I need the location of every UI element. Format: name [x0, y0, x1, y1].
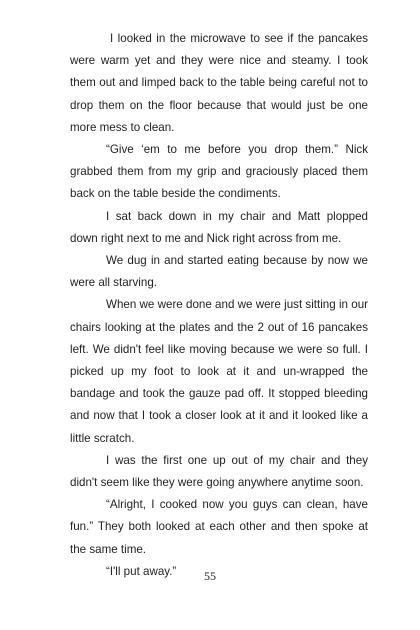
paragraph: I looked in the microwave to see if the pancakes were warm yet and they were nice and steamy. I took them out and limped back to the table being careful not to drop them on the floor because that would just be one more mess to clean. [70, 32, 368, 134]
paragraph: “Give ‘em to me before you drop them.” Nick grabbed them from my grip and graciously placed them back on the table beside the condiments. [70, 143, 368, 201]
paragraph: We dug in and started eating because by now we were all starving. [70, 254, 368, 290]
paragraph: I was the first one up out of my chair and they didn't seem like they were going anywhere anytime soon. [70, 453, 368, 490]
paragraph: I sat back down in my chair and Matt plopped down right next to me and Nick right across from me. [70, 209, 368, 245]
page-number: 55 [204, 569, 216, 583]
paragraph: “I'll put away.” [106, 564, 177, 578]
paragraph: When we were done and we were just sitting in our chairs looking at the plates and the 2 out of 16 pancakes left. We didn't feel like moving because we were so full. I picked up my foot to look at it and un-wrapped the bandage and took the gauze pad off. It stopped bleeding and now that I took a closer look at it and it looked like a little scratch. [70, 298, 368, 445]
paragraph: “Alright, I cooked now you guys can clean, have fun.” They both looked at each other and then spoke at the same time. [70, 498, 368, 556]
page-body [70, 28, 368, 583]
